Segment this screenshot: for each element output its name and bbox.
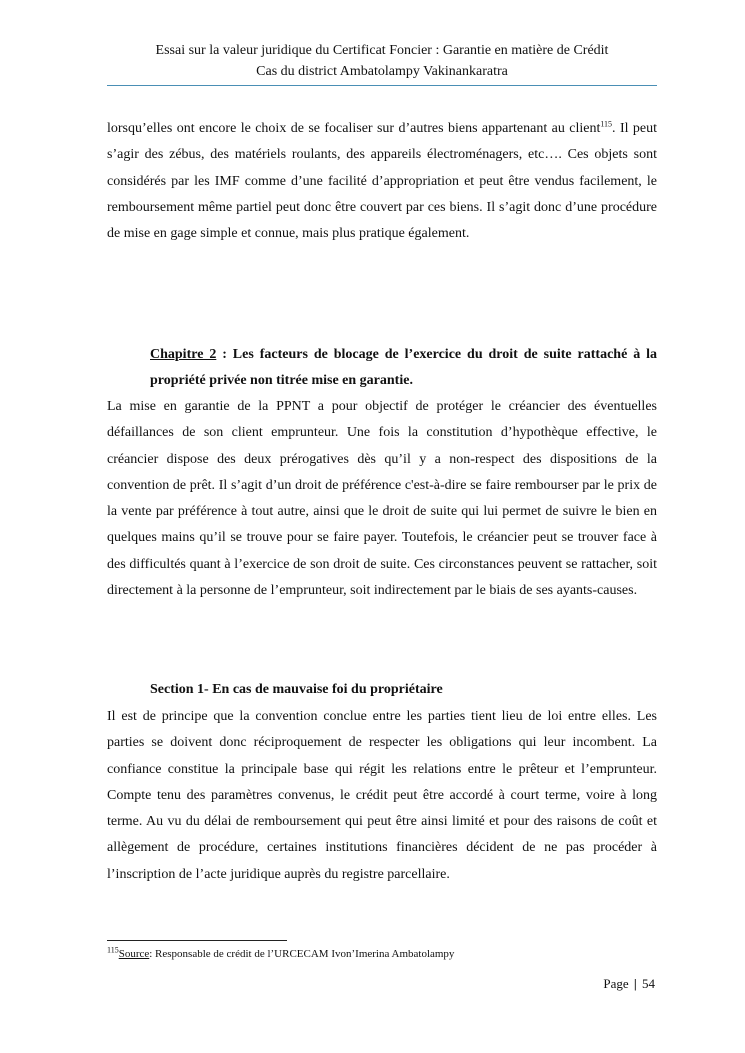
paragraph-chapter-body: La mise en garantie de la PPNT a pour objectif de protéger le créancier des éventuelles défaillances de son client emprunteur. Une fois la constitution d’hypothèque effective, le créancier dispose des deux prérogatives dès qu’il y a non-respect des dispositions de la convention de prêt. Il s’agit d’un droit de préférence c'est-à-dire se faire rembourser par le prix de la vente par préférence à tout autre, ainsi que le droit de suite qui lui permet de suivre le bien en quelques mains qu’il se trouve pour se faire payer. Toutefois, le créancier peut se trouver face à des difficultés quant à l’exercice de son droit de suite. Ces circonstances peuvent se rattacher, soit directement à la personne de l’emprunteur, soit indirectement par le biais de ses ayants-causes.: [107, 399, 657, 599]
header-title-line: Essai sur la valeur juridique du Certificat Foncier : Garantie en matière de Crédit: [155, 43, 609, 58]
footnote: [107, 946, 657, 962]
paragraph-intro-start: lorsqu’elles ont encore le choix de se focaliser sur d’autres biens appartenant au client: [107, 121, 601, 136]
header-subtitle-line: Cas du district Ambatolampy Vakinankaratra: [256, 64, 508, 79]
page-label: Page: [603, 976, 629, 991]
footnote-source-label: Source: [118, 948, 150, 960]
chapter-label: Chapitre 2: [150, 347, 217, 362]
page-number-value: 54: [642, 976, 655, 991]
header-divider: [107, 85, 657, 86]
chapter-title: : Les facteurs de blocage de l’exercice du droit de suite rattaché à la propriété privée non titrée mise en garantie.: [150, 347, 657, 388]
paragraph-section-body: Il est de principe que la convention conclue entre les parties tient lieu de loi entre elles. Les parties se doivent donc réciproquement de respecter les obligations qui leur incombent. La confiance constitue la principale base qui régit les relations entre le prêteur et l’emprunteur. Compte tenu des paramètres convenus, le crédit peut être accordé à court terme, voire à long terme. Au vu du délai de remboursement qui peut être ainsi limité et pour des raisons de coût et allègement de procédure, certaines institutions financières décident de ne pas procéder à l’inscription de l’acte juridique auprès du registre parcellaire.: [107, 709, 657, 882]
chapter-heading: [150, 342, 657, 394]
footnote-number: 115: [107, 945, 119, 955]
paragraph-intro-end: . Il peut s’agir des zébus, des matériels roulants, des appareils électroménagers, etc…. Ces objets sont considérés par les IMF comme d’une facilité d’appropriation et peut être vendus facilement, le remboursement même partiel peut donc être couvert par ces biens. Il s’agit donc d’une procédure de mise en gage simple et connue, mais plus pratique également.: [107, 121, 658, 242]
footnote-reference[interactable]: 115: [600, 119, 613, 129]
page-separator: |: [633, 976, 637, 991]
page-number: [603, 975, 655, 993]
section-heading: Section 1- En cas de mauvaise foi du propriétaire: [150, 682, 443, 697]
footnote-text: : Responsable de crédit de l’URCECAM Ivon’Imerina Ambatolampy: [149, 948, 455, 960]
paragraph-intro: [107, 116, 657, 247]
footnote-divider: [107, 940, 287, 941]
running-header: [107, 40, 657, 82]
